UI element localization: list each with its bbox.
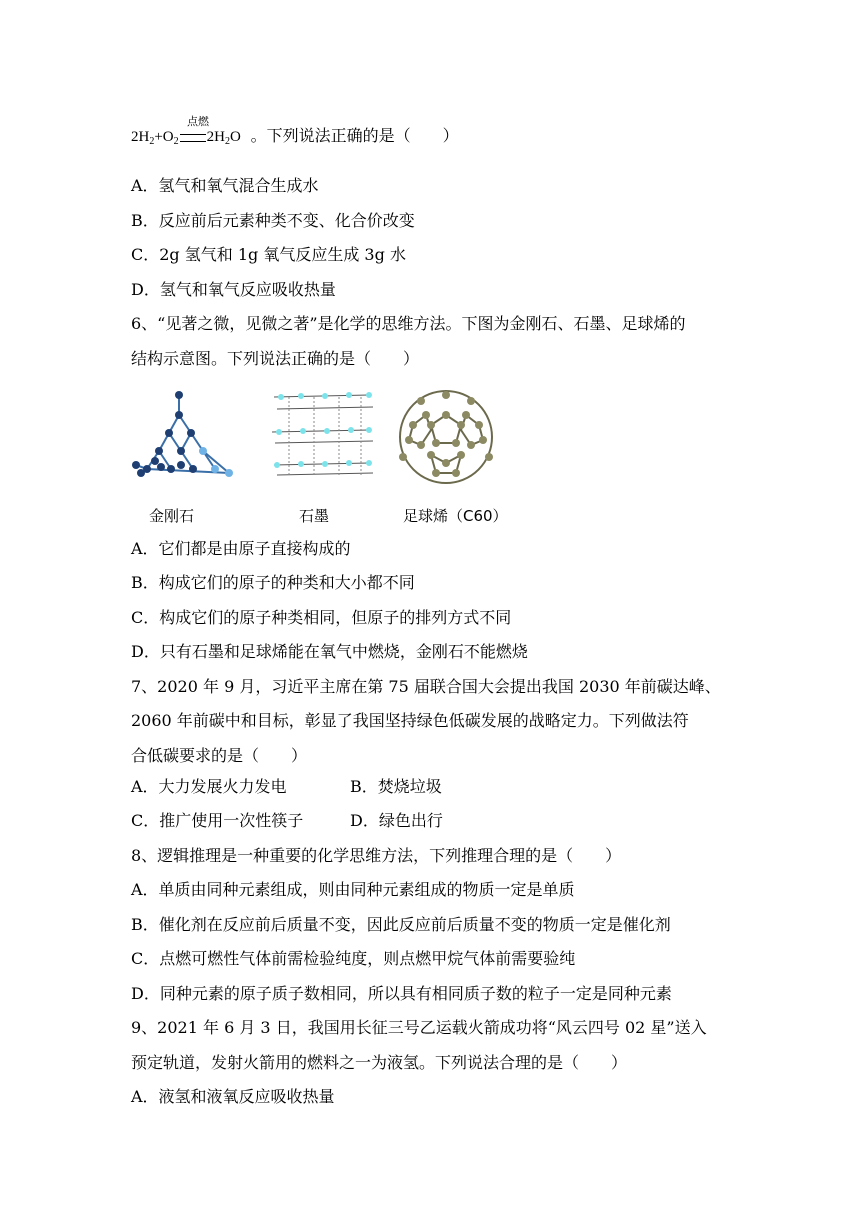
diamond-structure-image [131, 385, 241, 485]
eq-plus: +O [154, 129, 174, 145]
carbon-structures-figure [131, 385, 511, 525]
q6-option-c: C．构成它们的原子种类相同，但原子的排列方式不同 [131, 608, 512, 627]
eq-left: 2H [131, 129, 150, 145]
graphite-structure-image [269, 387, 379, 482]
q8-option-a: A．单质由同种元素组成，则由同种元素组成的物质一定是单质 [131, 880, 575, 899]
q7-option-d: D．绿色出行 [350, 811, 443, 830]
eq-right-end: O [229, 129, 241, 145]
q5-equation [131, 115, 459, 152]
eq-arrow [180, 134, 206, 142]
q5-option-d: D．氢气和氧气反应吸收热量 [131, 280, 336, 299]
q9-option-a: A．液氢和液氧反应吸收热量 [131, 1087, 335, 1106]
q7-option-c: C．推广使用一次性筷子 [131, 811, 304, 830]
eq-sub2: 2 [173, 136, 179, 147]
eq-sub1: 2 [149, 136, 155, 147]
caption-c60: 足球烯（C60） [403, 507, 508, 525]
caption-graphite: 石墨 [299, 507, 330, 525]
caption-diamond: 金刚石 [149, 507, 195, 525]
q8-stem: 8、逻辑推理是一种重要的化学思维方法，下列推理合理的是（ ） [131, 846, 622, 865]
q5-option-b: B．反应前后元素种类不变、化合价改变 [131, 211, 415, 230]
q5-option-c: C．2g 氢气和 1g 氧气反应生成 3g 水 [131, 245, 406, 264]
q6-option-a: A．它们都是由原子直接构成的 [131, 539, 351, 558]
q6-option-d: D．只有石墨和足球烯能在氧气中燃烧，金刚石不能燃烧 [131, 642, 528, 661]
q6-stem-line1: 6、“见著之微，见微之著”是化学的思维方法。下图为金刚石、石墨、足球烯的 [131, 314, 686, 333]
q7-option-a: A．大力发展火力发电 [131, 777, 287, 796]
q5-option-a: A．氢气和氧气混合生成水 [131, 176, 319, 195]
eq-right: 2H [206, 129, 225, 145]
q9-stem-line2: 预定轨道，发射火箭用的燃料之一为液氢。下列说法合理的是（ ） [131, 1053, 628, 1072]
q7-stem-line1: 7、2020 年 9 月，习近平主席在第 75 届联合国大会提出我国 2030 年前碳达峰、 [131, 677, 721, 696]
q7-option-b: B．焚烧垃圾 [350, 777, 442, 796]
q6-stem-line2: 结构示意图。下列说法正确的是（ ） [131, 349, 420, 368]
q8-option-d: D．同种元素的原子质子数相同，所以具有相同质子数的粒子一定是同种元素 [131, 984, 672, 1003]
eq-condition: 点燃 [187, 115, 209, 128]
q9-stem-line1: 9、2021 年 6 月 3 日，我国用长征三号乙运载火箭成功将“风云四号 02 星”送入 [131, 1018, 707, 1037]
q8-option-c: C．点燃可燃性气体前需检验纯度，则点燃甲烷气体前需要验纯 [131, 949, 576, 968]
q7-stem-line3: 合低碳要求的是（ ） [131, 746, 308, 765]
eq-sub3: 2 [224, 136, 230, 147]
q7-stem-line2: 2060 年前碳中和目标，彰显了我国坚持绿色低碳发展的战略定力。下列做法符 [131, 711, 689, 730]
q6-option-b: B．构成它们的原子的种类和大小都不同 [131, 573, 415, 592]
c60-structure-image [391, 385, 501, 490]
q8-option-b: B．催化剂在反应前后质量不变，因此反应前后质量不变的物质一定是催化剂 [131, 915, 671, 934]
q5-stem-suffix: 。下列说法正确的是（ ） [250, 126, 459, 145]
